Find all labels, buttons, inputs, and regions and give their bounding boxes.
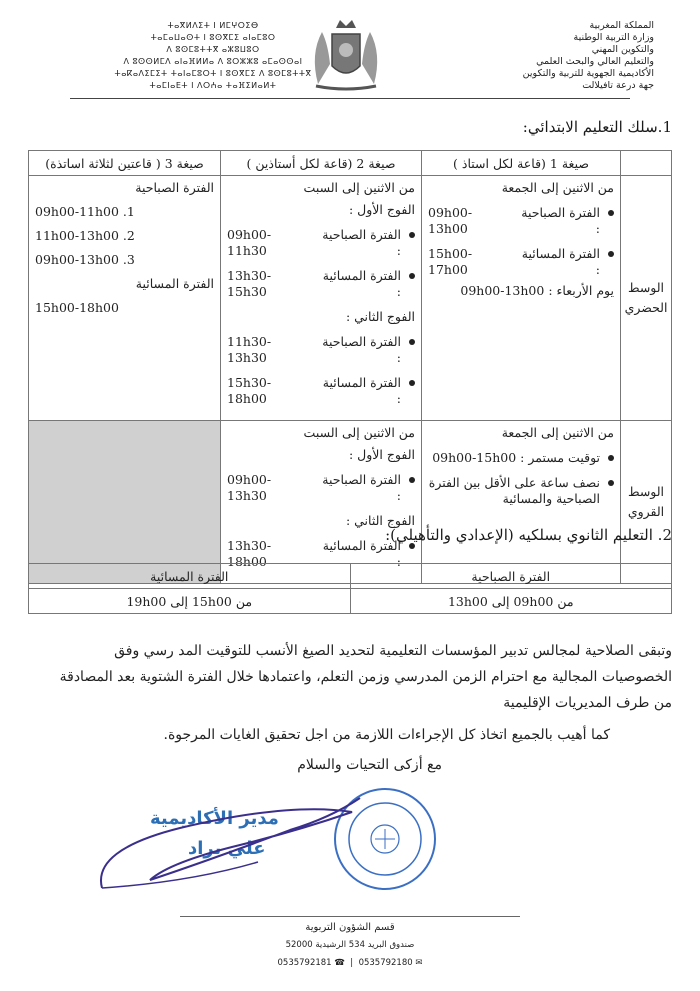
urban-f1-item-2: الفترة المسائية : 15h00-17h00 bbox=[428, 246, 614, 278]
urban-f3-line-2: 11h00-13h00 .2 bbox=[35, 228, 135, 243]
bullet-icon bbox=[409, 477, 415, 483]
table-row-rural bbox=[29, 421, 672, 584]
footer-address: صندوق البريد 534 الرشيدية 52000 bbox=[285, 940, 415, 950]
footer-department: قسم الشؤون التربوية bbox=[305, 922, 395, 933]
rural-f2-group-1: الفوج الأول : bbox=[348, 447, 415, 462]
bullet-icon bbox=[608, 480, 614, 486]
table-header-row bbox=[29, 151, 672, 176]
urban-format-1 bbox=[422, 176, 621, 421]
urban-f2-g2-item-2: الفترة المسائية : 15h30-18h00 bbox=[227, 375, 415, 407]
secondary-evening-value: من 15h00 إلى 19h00 bbox=[29, 589, 351, 614]
urban-f2-group-2: الفوج الثاني : bbox=[345, 309, 415, 324]
urban-f2-group-1: الفوج الأول : bbox=[348, 202, 415, 217]
urban-f2-g1-item-2: الفترة المسائية : 13h30-15h30 bbox=[227, 268, 415, 300]
rural-f1-item-2: نصف ساعة على الأقل بين الفترة الصباحية والمسائية bbox=[428, 475, 614, 507]
footer-divider bbox=[180, 916, 520, 917]
secondary-morning-value: من 09h00 إلى 13h00 bbox=[350, 589, 672, 614]
header-ar-line-5: الأكاديمية الجهوية للتربية والتكوين bbox=[522, 68, 654, 79]
body-paragraph-1 bbox=[28, 638, 672, 716]
urban-f3-evening: الفترة المسائية bbox=[135, 276, 214, 291]
section2-title: 2. التعليم الثانوي بسلكيه (الإعدادي والتأهيلي): bbox=[385, 526, 672, 544]
phone-number: 0535792181 bbox=[277, 958, 332, 968]
urban-format-3 bbox=[29, 176, 221, 421]
urban-f1-item-1: الفترة الصباحية : 09h00-13h00 bbox=[428, 205, 614, 237]
bullet-icon bbox=[409, 339, 415, 345]
header-ar-line-3: والتكوين المهني bbox=[591, 44, 654, 55]
header-tf-line-5: ⵜⴰⴽⴰⴷⵉⵎⵉⵜ ⵜⴰⵏⴰⵎⵓⵔⵜ ⵏ ⵓⵙⴳⵎⵉ ⴷ ⵓⵙⵎⵓⵜⵜⴳ bbox=[114, 69, 312, 78]
rural-f2-g2-item-1: الفترة المسائية : 13h30-18h00 bbox=[227, 538, 415, 570]
bullet-icon bbox=[608, 455, 614, 461]
urban-f3-line-1: 09h00-11h00 .1 bbox=[35, 204, 135, 219]
header-tf-line-3: ⴷ ⵓⵙⵎⵓⵜⵜⴳ ⴰⵣⵓⵡⵓⵔ bbox=[166, 45, 260, 54]
urban-f1-wednesday: يوم الأربعاء : 09h00-13h00 bbox=[460, 283, 614, 298]
urban-f3-line-4: 15h00-18h00 bbox=[35, 300, 119, 315]
header-tf-line-2: ⵜⴰⵎⴰⵡⴰⵙⵜ ⵏ ⵓⵙⴳⵎⵉ ⴰⵏⴰⵎⵓⵔ bbox=[150, 33, 276, 42]
bullet-icon bbox=[608, 251, 614, 257]
royal-emblem-icon bbox=[300, 14, 392, 92]
rural-f1-item-1: توقيت مستمر : 09h00-15h00 bbox=[428, 450, 614, 466]
secondary-schedule-table bbox=[28, 563, 672, 614]
header-tifinagh bbox=[108, 20, 318, 92]
body-paragraph-3: مع أزكى التحيات والسلام bbox=[297, 757, 442, 773]
header-format-2: صيغة 2 (قاعة لكل أستاذين ) bbox=[221, 151, 422, 176]
header-tf-line-1: ⵜⴰⴳⵍⴷⵉⵜ ⵏ ⵍⵎⵖⵔⵉⴱ bbox=[167, 21, 259, 30]
rural-format-2 bbox=[221, 421, 422, 584]
secondary-values-row bbox=[29, 589, 672, 614]
handwritten-signature-icon bbox=[90, 790, 370, 900]
fax-number: 0535792180 bbox=[358, 958, 413, 968]
urban-f2-g2-item-1: الفترة الصباحية : 11h30-13h30 bbox=[227, 334, 415, 366]
header-ar-line-2: وزارة التربية الوطنية bbox=[573, 32, 654, 43]
fax-icon: ✉ bbox=[415, 958, 423, 968]
signature-title: مدير الأكاديمية bbox=[150, 808, 279, 829]
header-arabic bbox=[434, 20, 654, 92]
zone-header-empty bbox=[621, 151, 672, 176]
urban-f3-morning: الفترة الصباحية bbox=[135, 180, 214, 195]
primary-schedule-table bbox=[28, 150, 672, 584]
rural-f2-group-2: الفوج الثاني : bbox=[345, 513, 415, 528]
urban-f2-heading: من الاثنين إلى السبت bbox=[303, 180, 415, 195]
rural-format-1 bbox=[422, 421, 621, 584]
urban-f2-g1-item-1: الفترة الصباحية : 09h00-11h30 bbox=[227, 227, 415, 259]
phone-icon: ☎ bbox=[334, 958, 345, 968]
urban-f1-heading: من الاثنين إلى الجمعة bbox=[501, 180, 614, 195]
header-tf-line-6: ⵜⴰⵎⵏⴰⴹⵜ ⵏ ⴷⵔⵄⴰ ⵜⴰⴼⵉⵍⴰⵍⵜ bbox=[149, 81, 277, 90]
urban-format-2 bbox=[221, 176, 422, 421]
secondary-header-row bbox=[29, 564, 672, 589]
zone-label-urban: الوسط الحضري bbox=[621, 176, 672, 421]
secondary-morning-header: الفترة الصباحية bbox=[350, 564, 672, 589]
rural-format-3-shaded bbox=[29, 421, 221, 584]
zone-label-rural: الوسط القروي bbox=[621, 421, 672, 584]
bullet-icon bbox=[409, 232, 415, 238]
bullet-icon bbox=[608, 210, 614, 216]
urban-f3-line-3: 09h00-13h00 .3 bbox=[35, 252, 135, 267]
body-paragraph-2: كما أهيب بالجميع اتخاذ كل الإجراءات اللازمة من اجل تحقيق الغايات المرجوة. bbox=[163, 727, 610, 743]
body-p1-line-2: الخصوصيات المجالية مع احترام الزمن المدرسي وزمن التعلم، واعتمادها خلال الفترة الشتوية بعد المصادقة bbox=[59, 669, 672, 685]
header-ar-line-1: المملكة المغربية bbox=[589, 20, 654, 31]
secondary-evening-header: الفترة المسائية bbox=[29, 564, 351, 589]
signature-name: علي براد bbox=[188, 838, 266, 859]
header-format-3: صيغة 3 ( قاعتين لثلاثة اساتذة) bbox=[29, 151, 221, 176]
header-tf-line-4: ⴷ ⵓⵙⵙⵍⵎⴷ ⴰⵏⴰⴼⵍⵍⴰ ⴷ ⵓⵔⵣⵣⵓ ⴰⵎⴰⵙⵙⴰⵏ bbox=[123, 57, 303, 66]
header-format-1: صيغة 1 (قاعة لكل استاذ ) bbox=[422, 151, 621, 176]
header-ar-line-4: والتعليم العالي والبحث العلمي bbox=[536, 56, 654, 67]
table-row-urban bbox=[29, 176, 672, 421]
section1-title: 1.سلك التعليم الابتدائي: bbox=[522, 118, 672, 136]
header-ar-line-6: جهة درعة تافيلالت bbox=[582, 80, 654, 91]
bullet-icon bbox=[409, 273, 415, 279]
footer-contacts: 0535792181 ☎ | 0535792180 ✉ bbox=[277, 958, 423, 968]
rural-f2-heading: من الاثنين إلى السبت bbox=[303, 425, 415, 440]
body-p1-line-1: وتبقى الصلاحية لمجالس تدبير المؤسسات التعليمية لتحديد الصيغ الأنسب للتوقيت المد رسي وفق bbox=[114, 643, 672, 659]
body-p1-line-3: من طرف المديريات الإقليمية bbox=[503, 695, 672, 711]
rural-f1-heading: من الاثنين إلى الجمعة bbox=[501, 425, 614, 440]
header-divider bbox=[70, 98, 630, 99]
rural-f2-g1-item-1: الفترة الصباحية : 09h00-13h30 bbox=[227, 472, 415, 504]
bullet-icon bbox=[409, 380, 415, 386]
